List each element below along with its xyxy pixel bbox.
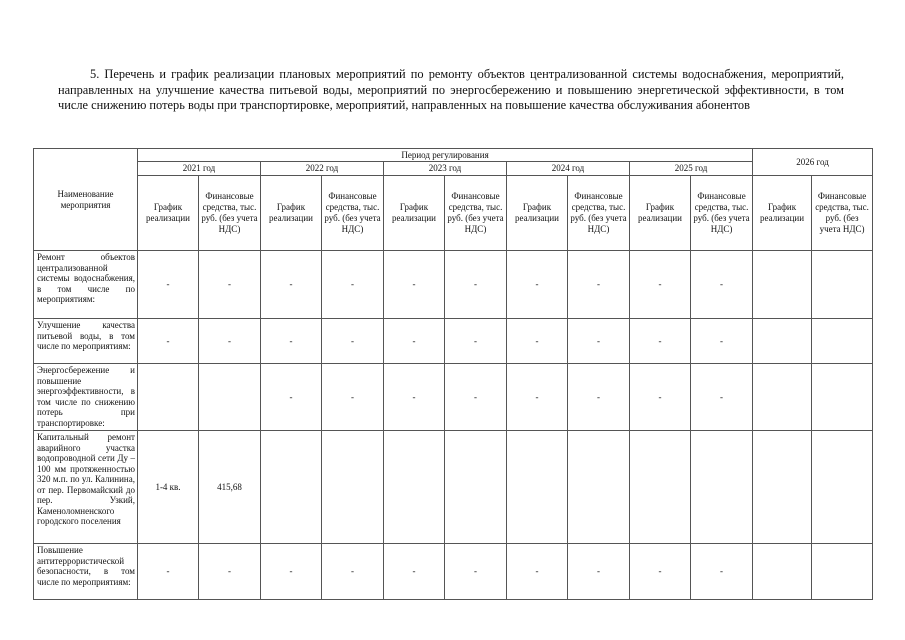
schedule-subheader: График реализации xyxy=(384,176,445,251)
activity-name-cell: Капитальный ремонт аварийного участка водопроводной сети Ду – 100 мм протяженностью 320 м.п. по ул. Калинина, от пер. Первомайский до пер. Узкий, Каменоломненского городского поселения xyxy=(34,431,138,544)
value-cell: - xyxy=(568,364,630,431)
activity-name-cell: Повышение антитеррористической безопасности, в том числе по мероприятиям: xyxy=(34,544,138,600)
value-cell: - xyxy=(261,251,322,319)
value-cell xyxy=(630,431,691,544)
value-cell: - xyxy=(138,251,199,319)
value-cell xyxy=(753,544,812,600)
value-cell xyxy=(812,319,873,364)
value-cell xyxy=(322,431,384,544)
value-cell: - xyxy=(261,364,322,431)
finance-subheader: Финансовые средства, тыс. руб. (без учета НДС) xyxy=(812,176,873,251)
finance-subheader: Финансовые средства, тыс. руб. (без учета НДС) xyxy=(322,176,384,251)
value-cell: 1-4 кв. xyxy=(138,431,199,544)
value-cell xyxy=(753,251,812,319)
value-cell xyxy=(753,319,812,364)
table-row xyxy=(34,364,873,431)
value-cell: - xyxy=(445,251,507,319)
value-cell: - xyxy=(384,251,445,319)
table-row xyxy=(34,319,873,364)
value-cell xyxy=(568,431,630,544)
table-header-row-period xyxy=(34,149,873,162)
value-cell xyxy=(691,431,753,544)
value-cell: - xyxy=(138,319,199,364)
value-cell xyxy=(812,251,873,319)
year-header-2026: 2026 год xyxy=(753,149,873,176)
value-cell: - xyxy=(507,251,568,319)
value-cell: 415,68 xyxy=(199,431,261,544)
schedule-subheader: График реализации xyxy=(753,176,812,251)
value-cell: - xyxy=(507,544,568,600)
activity-column-header: Наименование мероприятия xyxy=(34,149,138,251)
activity-name-cell: Энергосбережение и повышение энергоэффективности, в том числе по снижению потерь при транспортировке: xyxy=(34,364,138,431)
year-header-2021: 2021 год xyxy=(138,162,261,176)
activity-name-cell: Ремонт объектов централизованной системы водоснабжения, в том числе по мероприятиям: xyxy=(34,251,138,319)
table-row xyxy=(34,544,873,600)
value-cell xyxy=(384,431,445,544)
table-row xyxy=(34,251,873,319)
finance-subheader: Финансовые средства, тыс. руб. (без учета НДС) xyxy=(691,176,753,251)
value-cell: - xyxy=(445,364,507,431)
value-cell: - xyxy=(445,319,507,364)
value-cell xyxy=(812,544,873,600)
year-header-2023: 2023 год xyxy=(384,162,507,176)
finance-subheader: Финансовые средства, тыс. руб. (без учета НДС) xyxy=(199,176,261,251)
value-cell: - xyxy=(384,364,445,431)
value-cell xyxy=(199,364,261,431)
value-cell: - xyxy=(630,319,691,364)
section-heading: 5. Перечень и график реализации плановых мероприятий по ремонту объектов централизованной системы водоснабжения, мероприятий, направленных на улучшение качества питьевой воды, мероприятий по энергосбережению и повышению энергетической эффективности, в том числе снижению потерь воды при транспортировке, мероприятий, направленных на повышение качества обслуживания абонентов xyxy=(58,67,844,113)
value-cell: - xyxy=(384,319,445,364)
value-cell xyxy=(445,431,507,544)
value-cell xyxy=(753,364,812,431)
value-cell: - xyxy=(384,544,445,600)
value-cell: - xyxy=(261,319,322,364)
year-header-2025: 2025 год xyxy=(630,162,753,176)
table-header-row-subheaders xyxy=(34,176,873,251)
finance-subheader: Финансовые средства, тыс. руб. (без учета НДС) xyxy=(445,176,507,251)
value-cell: - xyxy=(568,319,630,364)
schedule-subheader: График реализации xyxy=(630,176,691,251)
schedule-subheader: График реализации xyxy=(507,176,568,251)
value-cell: - xyxy=(507,319,568,364)
value-cell: - xyxy=(630,544,691,600)
value-cell: - xyxy=(322,544,384,600)
value-cell: - xyxy=(691,319,753,364)
value-cell xyxy=(261,431,322,544)
activities-schedule-table xyxy=(33,148,873,600)
value-cell: - xyxy=(630,251,691,319)
value-cell: - xyxy=(322,319,384,364)
value-cell: - xyxy=(630,364,691,431)
value-cell xyxy=(507,431,568,544)
value-cell: - xyxy=(199,319,261,364)
value-cell xyxy=(753,431,812,544)
value-cell: - xyxy=(138,544,199,600)
value-cell xyxy=(812,364,873,431)
table-row xyxy=(34,431,873,544)
finance-subheader: Финансовые средства, тыс. руб. (без учета НДС) xyxy=(568,176,630,251)
year-header-2024: 2024 год xyxy=(507,162,630,176)
schedule-subheader: График реализации xyxy=(138,176,199,251)
value-cell: - xyxy=(568,251,630,319)
value-cell: - xyxy=(691,544,753,600)
period-header: Период регулирования xyxy=(138,149,753,162)
value-cell: - xyxy=(322,251,384,319)
value-cell: - xyxy=(507,364,568,431)
schedule-subheader: График реализации xyxy=(261,176,322,251)
value-cell: - xyxy=(691,251,753,319)
value-cell: - xyxy=(568,544,630,600)
value-cell: - xyxy=(261,544,322,600)
value-cell: - xyxy=(199,544,261,600)
value-cell xyxy=(812,431,873,544)
year-header-2022: 2022 год xyxy=(261,162,384,176)
value-cell: - xyxy=(199,251,261,319)
value-cell: - xyxy=(322,364,384,431)
activity-name-cell: Улучшение качества питьевой воды, в том числе по мероприятиям: xyxy=(34,319,138,364)
value-cell xyxy=(138,364,199,431)
value-cell: - xyxy=(445,544,507,600)
value-cell: - xyxy=(691,364,753,431)
table-header-row-years xyxy=(34,162,873,176)
